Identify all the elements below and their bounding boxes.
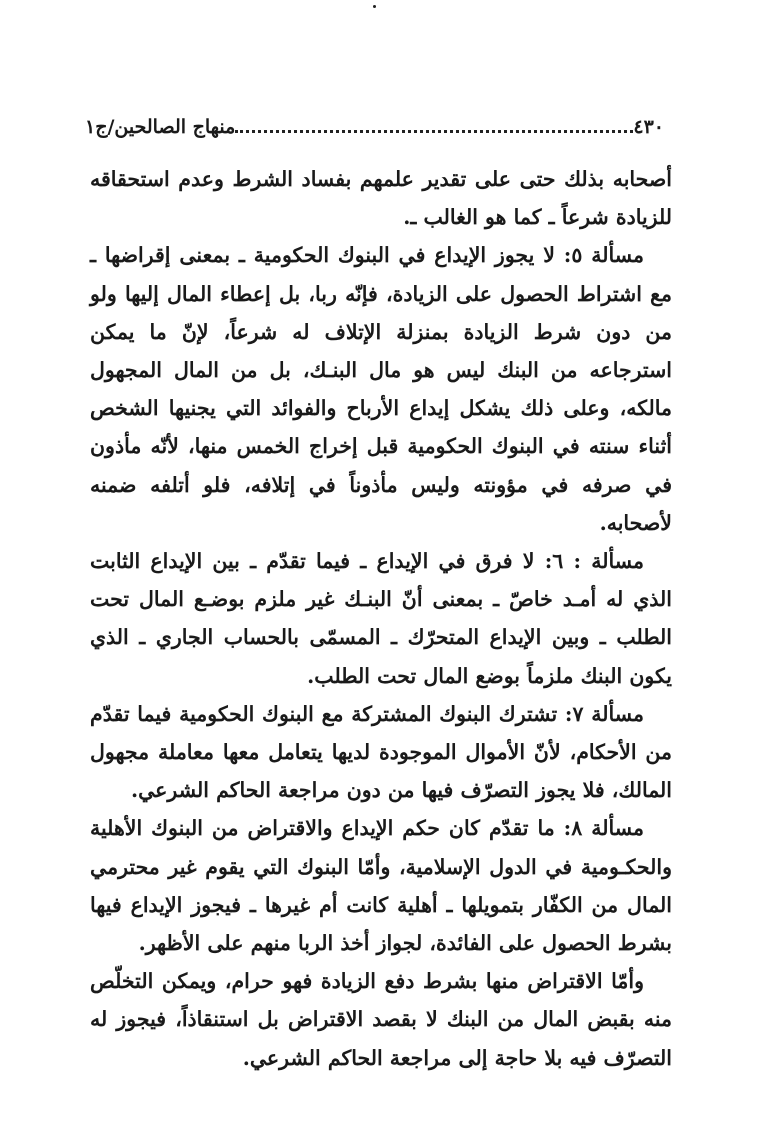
issue-label: مسألة ٧: xyxy=(564,701,644,726)
issue-label: مسألة ٥: xyxy=(563,243,644,268)
ink-speck xyxy=(373,5,376,8)
issue-7 xyxy=(90,695,672,810)
paragraph-continuation xyxy=(90,160,672,236)
issue-5 xyxy=(90,236,672,542)
page-number: ٤٣٠ xyxy=(633,116,664,138)
book-title: منهاج الصالحين/ج١ xyxy=(85,116,236,138)
dotted-leader xyxy=(235,130,633,133)
paragraph-text: أصحابه بذلك حتى على تقدير علمهم بفساد الشرط وعدم استحقاقه للزيادة شرعاً ـ كما هو الغالب ـ. xyxy=(90,167,672,230)
issue-6 xyxy=(90,542,672,695)
paragraph-text: تشترك البنوك المشتركة مع البنوك الحكومية فيما تقدّم من الأحكام، لأنّ الأموال الموجودة لديها يتعامل معها معاملة مجهول المالك، فلا يجوز التصرّف فيها من دون مراجعة الحاكم الشرعي. xyxy=(90,701,672,803)
issue-label: مسألة ٨: xyxy=(563,816,644,841)
issue-label: مسألة : ٦: xyxy=(544,549,644,574)
paragraph-text: لا فرق في الإيداع ـ فيما تقدّم ـ بين الإيداع الثابت الذي له أمـد خاصّ ـ بمعنى أنّ البنـك غير ملزم بوضـع المال تحت الطلب ـ وبين الإيداع المتحرّك ـ المسمّى بالحساب الجاري ـ الذي يكون البنك ملزماً بوضع المال تحت الطلب. xyxy=(90,549,672,688)
paragraph-text: وأمّا الاقتراض منها بشرط دفع الزيادة فهو حرام، ويمكن التخلّص منه بقبض المال من البنك لا بقصد الاقتراض بل استنقاذاً، فيجوز له التصرّف فيه بلا حاجة إلى مراجعة الحاكم الشرعي. xyxy=(90,969,672,1070)
issue-8 xyxy=(90,809,672,962)
paragraph-closing xyxy=(90,962,672,1077)
page-body xyxy=(90,160,672,1077)
running-header xyxy=(75,112,676,142)
paragraph-text: لا يجوز الإيداع في البنوك الحكومية ـ بمعنى إقراضها ـ مع اشتراط الحصول على الزيادة، فإنّه ربا، بل إعطاء المال إليها ولو من دون شرط الزيادة بمنزلة الإتلاف له شرعاً، لإنّ ما يمكن استرجاعه من البنك ليس هو مال البنـك، بل من المال المجهول مالكه، وعلى ذلك يشكل إيداع الأرباح والفوائد التي يجنيها الشخص أثناء سنته في البنوك الحكومية قبل إخراج الخمس منها، لأنّه مأذون في صرفه في مؤونته وليس مأذوناً في إتلافه، فلو أتلفه ضمنه لأصحابه. xyxy=(90,243,672,535)
paragraph-text: ما تقدّم كان حكم الإيداع والاقتراض من البنوك الأهلية والحكـومية في الدول الإسلامية، وأمّا البنوك التي يقوم غير محترمي المال من الكفّار بتمويلها ـ أهلية كانت أم غيرها ـ فيجوز الإيداع فيها بشرط الحصول على الفائدة، لجواز أخذ الربا منهم على الأظهر. xyxy=(90,816,672,956)
